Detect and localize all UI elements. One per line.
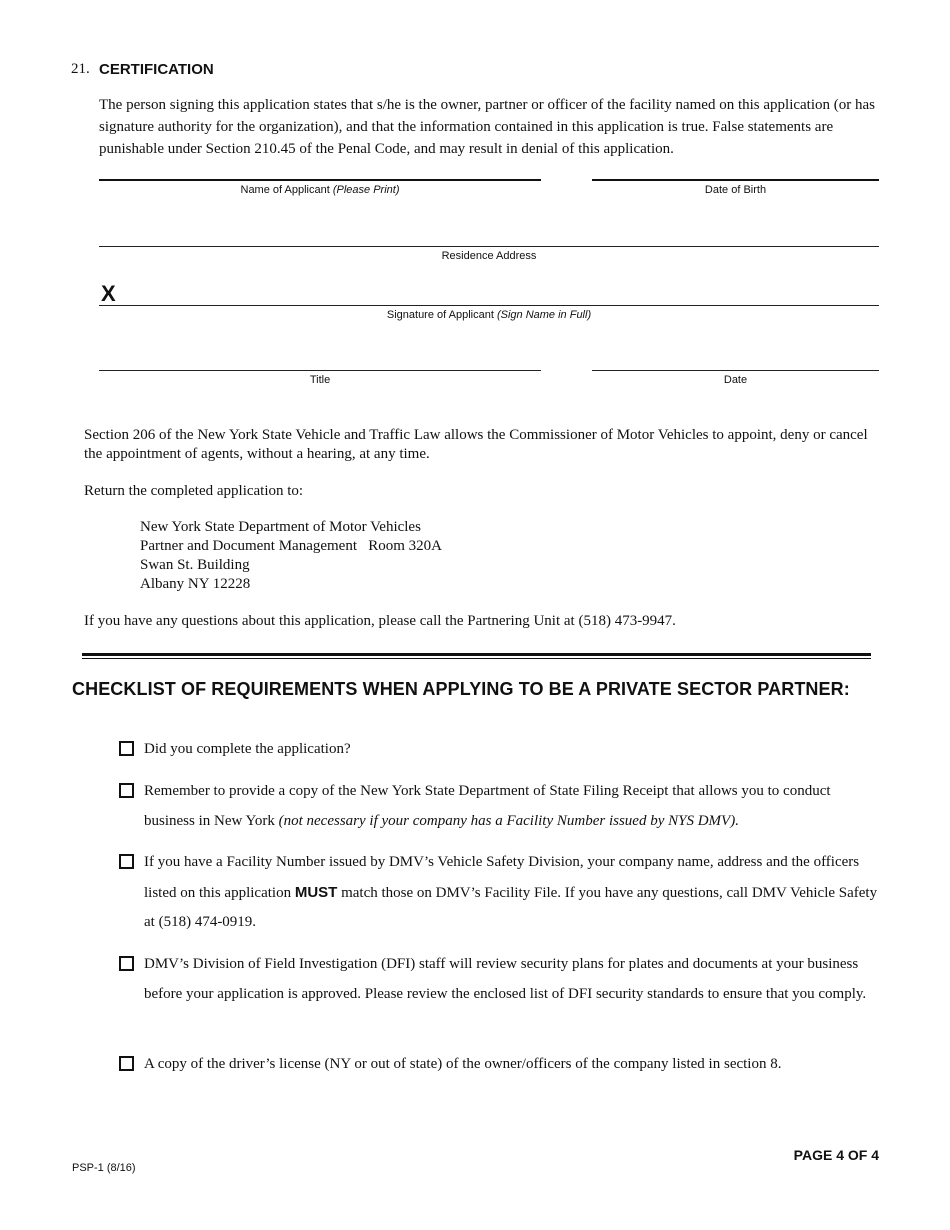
name-of-applicant-caption <box>99 184 541 196</box>
date-caption: Date <box>723 374 748 386</box>
divider-thin <box>82 658 871 659</box>
checklist-item-3 <box>144 848 884 938</box>
date-of-birth-caption: Date of Birth <box>704 184 767 196</box>
checklist-title: CHECKLIST OF REQUIREMENTS WHEN APPLYING TO BE A PRIVATE SECTOR PARTNER: <box>72 679 850 699</box>
checklist-checkbox-3[interactable] <box>119 854 134 869</box>
item-3-text-a: If you have a Facility Number issued by DMV’s Vehicle Safety Division, your company name, address and the officers listed on this application <box>144 854 860 901</box>
section-number: 21. <box>71 61 90 77</box>
mailing-address <box>140 518 442 594</box>
item-3-must: MUST <box>294 883 338 901</box>
residence-address-line[interactable] <box>99 246 879 247</box>
title-line[interactable] <box>99 370 541 371</box>
section-title: CERTIFICATION <box>99 61 214 78</box>
page-number: PAGE 4 OF 4 <box>793 1147 879 1163</box>
item-2-note: (not necessary if your company has a Facility Number issued by NYS DMV). <box>278 812 739 829</box>
address-line: Swan St. Building <box>140 557 250 573</box>
questions-notice: If you have any questions about this application, please call the Partnering Unit at (518) 473-9947. <box>84 613 676 629</box>
checklist-checkbox-5[interactable] <box>119 1056 134 1071</box>
name-of-applicant-line[interactable] <box>99 179 541 181</box>
signature-x-mark: X <box>101 281 116 306</box>
section-206-notice: Section 206 of the New York State Vehicle and Traffic Law allows the Commissioner of Motor Vehicles to appoint, deny or cancel the appointment of agents, without a hearing, at any time. <box>84 427 868 462</box>
address-line: Partner and Document Management Room 320A <box>140 538 443 554</box>
certification-paragraph: The person signing this application states that s/he is the owner, partner or officer of the facility named on this application (or has signature authority for the organization), and that the information contained in this application is true. False statements are punishable under Section 210.45 of the Penal Code, and may result in denial of this application. <box>99 97 875 157</box>
checklist-checkbox-4[interactable] <box>119 956 134 971</box>
name-label: Name of Applicant <box>240 184 330 196</box>
item-2-text: Remember to provide a copy of the New York State Department of State Filing Receipt that allows you to conduct business in New York <box>144 783 831 829</box>
title-caption: Title <box>309 374 331 386</box>
address-line: New York State Department of Motor Vehicles <box>140 519 421 535</box>
signature-line[interactable] <box>99 305 879 306</box>
signature-hint: (Sign Name in Full) <box>496 309 592 321</box>
checklist-item-4: DMV’s Division of Field Investigation (DFI) staff will review security plans for plates and documents at your business before your application is approved. Please review the enclosed list of DFI security standards to ensure that you comply. <box>144 956 867 1002</box>
checklist-item-5: A copy of the driver’s license (NY or out of state) of the owner/officers of the company listed in section 8. <box>144 1056 782 1072</box>
date-of-birth-line[interactable] <box>592 179 879 181</box>
return-to-label: Return the completed application to: <box>84 483 304 499</box>
item-3-text-b: match those on DMV’s Facility File. If you have any questions, call DMV Vehicle Safety at (518) 474-0919. <box>144 884 878 930</box>
form-id: PSP-1 (8/16) <box>72 1162 136 1174</box>
date-line[interactable] <box>592 370 879 371</box>
signature-caption <box>99 309 879 321</box>
divider-thick <box>82 653 871 656</box>
residence-address-caption: Residence Address <box>441 250 537 262</box>
checklist-item-1: Did you complete the application? <box>144 741 351 757</box>
checklist-item-2 <box>144 777 884 836</box>
name-hint: (Please Print) <box>332 184 400 196</box>
signature-label: Signature of Applicant <box>386 309 494 321</box>
address-line: Albany NY 12228 <box>140 576 251 592</box>
checklist-checkbox-2[interactable] <box>119 783 134 798</box>
checklist-checkbox-1[interactable] <box>119 741 134 756</box>
